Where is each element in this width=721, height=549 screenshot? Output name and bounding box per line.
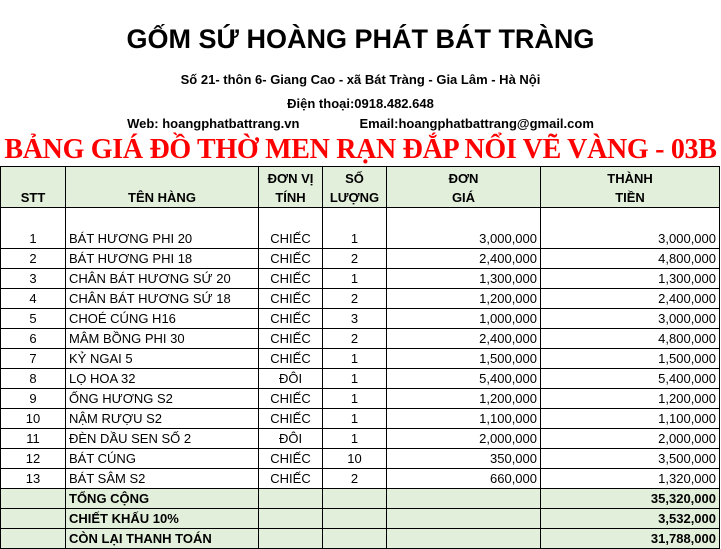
- name-cell: BÁT CÚNG: [66, 449, 259, 469]
- total-cell: 1,200,000: [541, 389, 720, 409]
- stt-cell: 3: [1, 269, 66, 289]
- company-phone: Điện thoại:0918.482.648: [287, 96, 434, 111]
- table-row: [1, 309, 720, 329]
- price-cell: 2,000,000: [387, 429, 541, 449]
- total-cell: 1,500,000: [541, 349, 720, 369]
- name-cell: NẬM RƯỢU S2: [66, 409, 259, 429]
- stt-cell: 11: [1, 429, 66, 449]
- name-cell: CHÂN BÁT HƯƠNG SỨ 20: [66, 269, 259, 289]
- name-cell: BÁT HƯƠNG PHI 18: [66, 249, 259, 269]
- col-unit: ĐƠN VỊ TÍNH: [259, 167, 323, 208]
- unit-cell: CHIẾC: [259, 309, 323, 329]
- empty-cell: [323, 489, 387, 509]
- table-row: [1, 469, 720, 489]
- total-cell: 1,300,000: [541, 269, 720, 289]
- qty-cell: 2: [323, 329, 387, 349]
- name-cell: CHÂN BÁT HƯƠNG SỨ 18: [66, 289, 259, 309]
- unit-cell: CHIẾC: [259, 208, 323, 249]
- price-cell: 5,400,000: [387, 369, 541, 389]
- table-row: [1, 349, 720, 369]
- total-cell: 4,800,000: [541, 249, 720, 269]
- stt-cell: 2: [1, 249, 66, 269]
- empty-cell: [323, 529, 387, 549]
- company-address: Số 21- thôn 6- Giang Cao - xã Bát Tràng - Gia Lâm - Hà Nội: [180, 72, 541, 87]
- empty-cell: [387, 509, 541, 529]
- empty-cell: [387, 529, 541, 549]
- empty-cell: [259, 529, 323, 549]
- price-cell: 1,500,000: [387, 349, 541, 369]
- col-name: TÊN HÀNG: [66, 167, 259, 208]
- email: Email:hoangphatbattrang@gmail.com: [359, 116, 594, 131]
- qty-cell: 1: [323, 369, 387, 389]
- empty-cell: [1, 489, 66, 509]
- qty-cell: 2: [323, 289, 387, 309]
- unit-cell: CHIẾC: [259, 389, 323, 409]
- table-row: [1, 249, 720, 269]
- unit-cell: CHIẾC: [259, 269, 323, 289]
- table-row: [1, 369, 720, 389]
- unit-cell: CHIẾC: [259, 249, 323, 269]
- name-cell: CHOÉ CÚNG H16: [66, 309, 259, 329]
- qty-cell: 10: [323, 449, 387, 469]
- name-cell: ĐÈN DẦU SEN SỐ 2: [66, 429, 259, 449]
- stt-cell: 12: [1, 449, 66, 469]
- summary-label: TỔNG CỘNG: [66, 489, 259, 509]
- unit-cell: ĐÔI: [259, 369, 323, 389]
- total-cell: 3,000,000: [541, 309, 720, 329]
- stt-cell: 8: [1, 369, 66, 389]
- price-cell: 350,000: [387, 449, 541, 469]
- total-cell: 1,100,000: [541, 409, 720, 429]
- unit-cell: CHIẾC: [259, 469, 323, 489]
- summary-row: [1, 529, 720, 549]
- summary-row: [1, 509, 720, 529]
- unit-cell: ĐÔI: [259, 429, 323, 449]
- table-row: [1, 208, 720, 249]
- total-cell: 2,400,000: [541, 289, 720, 309]
- qty-cell: 2: [323, 469, 387, 489]
- stt-cell: 4: [1, 289, 66, 309]
- name-cell: LỌ HOA 32: [66, 369, 259, 389]
- table-row: [1, 269, 720, 289]
- name-cell: MÂM BỒNG PHI 30: [66, 329, 259, 349]
- qty-cell: 1: [323, 389, 387, 409]
- total-cell: 5,400,000: [541, 369, 720, 389]
- empty-cell: [1, 509, 66, 529]
- name-cell: BÁT HƯƠNG PHI 20: [66, 208, 259, 249]
- name-cell: KỶ NGAI 5: [66, 349, 259, 369]
- price-cell: 1,000,000: [387, 309, 541, 329]
- unit-cell: CHIẾC: [259, 449, 323, 469]
- unit-cell: CHIẾC: [259, 349, 323, 369]
- summary-label: CÒN LẠI THANH TOÁN: [66, 529, 259, 549]
- table-row: [1, 389, 720, 409]
- total-cell: 3,000,000: [541, 208, 720, 249]
- table-row: [1, 289, 720, 309]
- qty-cell: 1: [323, 429, 387, 449]
- summary-value: 3,532,000: [541, 509, 720, 529]
- stt-cell: 7: [1, 349, 66, 369]
- summary-row: [1, 489, 720, 509]
- qty-cell: 3: [323, 309, 387, 329]
- col-stt: STT: [1, 167, 66, 208]
- stt-cell: 5: [1, 309, 66, 329]
- name-cell: BÁT SÂM S2: [66, 469, 259, 489]
- empty-cell: [1, 529, 66, 549]
- website: Web: hoangphatbattrang.vn: [127, 116, 300, 131]
- unit-cell: CHIẾC: [259, 329, 323, 349]
- contact-line: [0, 116, 721, 131]
- summary-label: CHIẾT KHẤU 10%: [66, 509, 259, 529]
- price-cell: 2,400,000: [387, 249, 541, 269]
- total-cell: 3,500,000: [541, 449, 720, 469]
- price-cell: 2,400,000: [387, 329, 541, 349]
- total-cell: 4,800,000: [541, 329, 720, 349]
- summary-value: 31,788,000: [541, 529, 720, 549]
- stt-cell: 6: [1, 329, 66, 349]
- stt-cell: 9: [1, 389, 66, 409]
- unit-cell: CHIẾC: [259, 409, 323, 429]
- empty-cell: [323, 509, 387, 529]
- empty-cell: [387, 489, 541, 509]
- qty-cell: 2: [323, 249, 387, 269]
- price-cell: 1,300,000: [387, 269, 541, 289]
- summary-value: 35,320,000: [541, 489, 720, 509]
- stt-cell: 1: [1, 208, 66, 249]
- col-qty: SỐ LƯỢNG: [323, 167, 387, 208]
- price-list-title: BẢNG GIÁ ĐỒ THỜ MEN RẠN ĐẮP NỔI VẼ VÀNG - 03B: [4, 134, 717, 165]
- price-cell: 660,000: [387, 469, 541, 489]
- qty-cell: 1: [323, 269, 387, 289]
- total-cell: 1,320,000: [541, 469, 720, 489]
- col-total: THÀNH TIỀN: [541, 167, 720, 208]
- qty-cell: 1: [323, 409, 387, 429]
- qty-cell: 1: [323, 208, 387, 249]
- table-row: [1, 329, 720, 349]
- price-cell: 1,100,000: [387, 409, 541, 429]
- qty-cell: 1: [323, 349, 387, 369]
- table-row: [1, 429, 720, 449]
- table-row: [1, 449, 720, 469]
- col-price: ĐƠN GIÁ: [387, 167, 541, 208]
- name-cell: ỐNG HƯƠNG S2: [66, 389, 259, 409]
- stt-cell: 13: [1, 469, 66, 489]
- empty-cell: [259, 489, 323, 509]
- table-header: [1, 167, 720, 208]
- company-title: GỐM SỨ HOÀNG PHÁT BÁT TRÀNG: [126, 24, 595, 54]
- empty-cell: [259, 509, 323, 529]
- price-cell: 1,200,000: [387, 389, 541, 409]
- price-table: [0, 166, 720, 549]
- table-row: [1, 409, 720, 429]
- total-cell: 2,000,000: [541, 429, 720, 449]
- price-cell: 3,000,000: [387, 208, 541, 249]
- unit-cell: CHIẾC: [259, 289, 323, 309]
- price-cell: 1,200,000: [387, 289, 541, 309]
- stt-cell: 10: [1, 409, 66, 429]
